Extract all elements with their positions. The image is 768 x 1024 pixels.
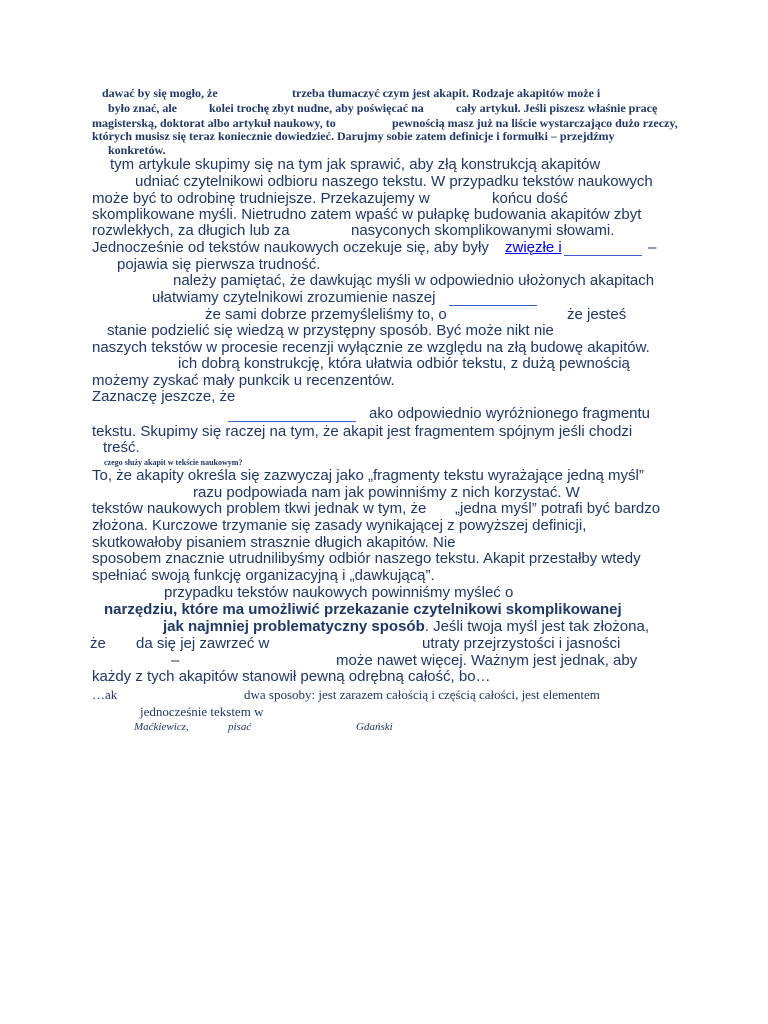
subheading: czego służy akapit w tekście naukowym? [104, 458, 243, 467]
concise-link[interactable]: zwięzłe i [505, 239, 562, 256]
citation [134, 721, 393, 733]
body-text: nasyconych skomplikowanymi słowami. [351, 222, 615, 239]
blank-underline [564, 241, 642, 256]
blank-underline [449, 291, 537, 306]
quote-text: …ak [92, 687, 118, 702]
intro-text: magisterską, doktorat albo artykuł naukowy, to [92, 116, 336, 130]
body-line [152, 289, 435, 306]
body-line: spełniać swoją funkcję organizacyjną i „dawkującą”. [92, 567, 435, 584]
body-line: złożona. Kurczowe trzymanie się zasady wynikającej z powyższej definicji, [92, 517, 587, 534]
body-text: może nawet więcej. Ważnym jest jednak, aby [336, 652, 638, 669]
body-line [92, 222, 615, 239]
body-line: pojawia się pierwsza trudność. [117, 256, 321, 273]
body-text: utraty przejrzystości i jasności [422, 635, 621, 652]
body-line: sposobem znacznie utrudnilibyśmy odbiór naszego tekstu. Akapit przestałby wtedy [92, 550, 641, 567]
body-text: Jednocześnie od tekstów naukowych oczekuje się, aby były [92, 239, 489, 256]
citation-title: pisać [228, 721, 252, 733]
body-line: tym artykule skupimy się na tym jak sprawić, aby złą konstrukcją akapitów [110, 156, 601, 173]
body-line [163, 618, 649, 635]
body-line: To, że akapity określa się zazwyczaj jako „fragmenty tekstu wyrażające jedną myśl” [92, 467, 644, 484]
body-line [92, 239, 657, 256]
quote-line: jednocześnie tekstem w [140, 704, 264, 719]
intro-line-1 [102, 86, 601, 101]
body-line: skutkowałoby pisaniem strasznie długich akapitów. Nie [92, 534, 456, 551]
body-line: przypadku tekstów naukowych powinniśmy myśleć o [164, 584, 514, 601]
intro-text: było znać, ale [108, 101, 177, 115]
body-line [92, 190, 568, 207]
body-text: że jesteś [567, 306, 627, 323]
body-text: da się jej zawrzeć w [136, 635, 270, 652]
body-line: treść. [103, 439, 140, 456]
body-line: razu podpowiada nam jak powinniśmy z nich korzystać. W [193, 484, 580, 501]
body-line [92, 500, 661, 517]
intro-text: dawać by się mogło, że [102, 86, 218, 100]
body-text-bold: jak najmniej problematyczny sposób [163, 618, 425, 635]
body-text: że sami dobrze przemyśleliśmy to, o [205, 306, 447, 323]
quote-line [92, 687, 600, 703]
body-line [205, 306, 627, 323]
body-text: . Jeśli twoja myśl jest tak złożona, [424, 618, 649, 635]
body-line: Zaznaczę jeszcze, że [92, 388, 236, 405]
citation-author: Maćkiewicz, [134, 721, 189, 733]
body-line: każdy z tych akapitów stanowił pewną odrębną całość, bo… [92, 668, 491, 685]
body-text: – [648, 239, 657, 256]
intro-text: kolei trochę zbyt nudne, aby poświęcać na [209, 101, 424, 115]
body-text: tekstów naukowych problem tkwi jednak w tym, że [92, 500, 427, 517]
body-text: końcu dość [492, 190, 568, 207]
citation-publisher: Gdański [356, 721, 393, 733]
intro-line-5: konkretów. [108, 143, 166, 157]
blank-underline [228, 407, 356, 422]
body-text: ako odpowiednio wyróżnionego fragmentu [369, 405, 651, 422]
intro-text: pewnością masz już na liście wystarczająco dużo rzeczy, [392, 116, 678, 130]
body-line: naszych tekstów w procesie recenzji wyłącznie ze względu na złą budowę akapitów. [92, 339, 650, 356]
body-line: należy pamiętać, że dawkując myśli w odpowiednio ułożonych akapitach [173, 272, 655, 289]
quote-text: dwa sposoby: jest zarazem całością i częścią całości, jest elementem [244, 687, 600, 702]
body-line: skomplikowane myśli. Nietrudno zatem wpaść w pułapkę budowania akapitów zbyt [92, 206, 642, 223]
body-text: – [171, 652, 180, 669]
body-line: ich dobrą konstrukcję, która ułatwia odbiór tekstu, z dużą pewnością [178, 355, 630, 372]
body-line: udniać czytelnikowi odbioru naszego tekstu. W przypadku tekstów naukowych [135, 173, 653, 190]
body-line: możemy zyskać mały punkcik u recenzentów. [92, 372, 395, 389]
body-text: „jedna myśl” potrafi być bardzo [455, 500, 661, 517]
body-text: że [90, 635, 106, 652]
body-line: stanie podzielić się wiedzą w przystępny sposób. Być może nikt nie [107, 322, 554, 339]
body-line-bold: narzędziu, które ma umożliwić przekazanie czytelnikowi skomplikowanej [104, 601, 622, 618]
body-text: rozwlekłych, za długich lub za [92, 222, 290, 239]
intro-text: trzeba tłumaczyć czym jest akapit. Rodzaje akapitów może i [292, 86, 601, 100]
intro-line-2 [108, 101, 658, 116]
intro-text: cały artykuł. Jeśli piszesz właśnie pracę [456, 101, 658, 115]
body-line [90, 635, 621, 652]
body-line: tekstu. Skupimy się raczej na tym, że akapit jest fragmentem spójnym jeśli chodzi [92, 423, 633, 440]
body-text: może być to odrobinę trudniejsze. Przekazujemy w [92, 190, 430, 207]
body-line [171, 652, 638, 669]
intro-line-4: których musisz się teraz koniecznie dowiedzieć. Darujmy sobie zatem definicje i formułki – przejdźmy [92, 129, 615, 143]
body-text: ułatwiamy czytelnikowi zrozumienie naszej [152, 289, 436, 306]
